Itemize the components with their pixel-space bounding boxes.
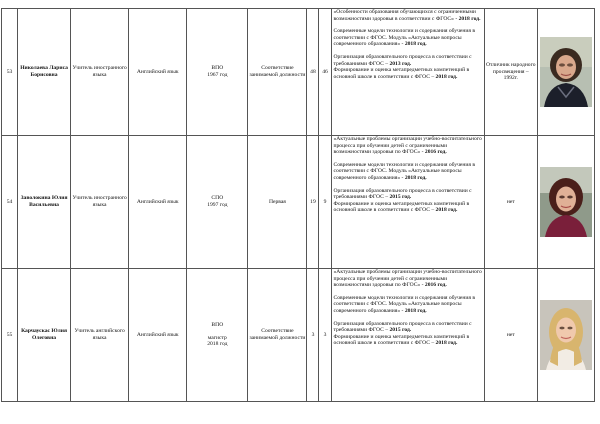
row-number: 53 bbox=[2, 9, 18, 136]
course-entry bbox=[334, 334, 482, 347]
portrait-photo-icon bbox=[540, 167, 592, 237]
table-row bbox=[2, 9, 595, 136]
teaching-experience: 46 bbox=[319, 9, 331, 136]
course-year: 2018 год. bbox=[435, 207, 458, 214]
total-experience: 19 bbox=[307, 136, 319, 269]
total-experience: 3 bbox=[307, 269, 319, 402]
training-courses bbox=[331, 269, 484, 402]
course-entry bbox=[334, 201, 482, 214]
teacher-photo-3 bbox=[540, 300, 592, 370]
education-year: 1967 год bbox=[207, 72, 228, 78]
teacher-photo-cell bbox=[537, 269, 594, 402]
education-level: ВПО bbox=[211, 65, 224, 72]
course-year: 2015 год. bbox=[389, 194, 412, 201]
teacher-name: Заволокина Юлия Васильевна bbox=[18, 136, 71, 269]
education-year: 2018 год bbox=[207, 341, 228, 348]
course-entry bbox=[334, 188, 482, 201]
course-entry bbox=[334, 67, 482, 80]
course-year: 2018 год. bbox=[435, 73, 458, 80]
teacher-category: Соответствие занимаемой должности bbox=[248, 269, 307, 402]
course-year: 2018 год. bbox=[404, 174, 427, 181]
course-text: «Актуальные проблемы организации учебно-воспитательного процесса при обучении детей с ограниченными возможностями здоровья по ФГОС» - bbox=[333, 269, 482, 289]
education-degree: магистр bbox=[207, 334, 227, 341]
row-number: 55 bbox=[2, 269, 18, 402]
education-year: 1997 год bbox=[207, 202, 228, 208]
education-level: СПО bbox=[211, 195, 224, 202]
teacher-subject: Английский язык bbox=[129, 136, 187, 269]
course-text: Формирование и оценка метапредметных компетенций в основной школе в соответствии с ФГОС – bbox=[333, 333, 470, 347]
teacher-subject: Английский язык bbox=[129, 9, 187, 136]
teacher-award: нет bbox=[484, 136, 537, 269]
course-year: 2018 год. bbox=[404, 307, 427, 314]
portrait-photo-icon bbox=[540, 37, 592, 107]
teacher-photo-1 bbox=[540, 37, 592, 107]
teaching-experience: 3 bbox=[319, 269, 331, 402]
course-text: Современные модели технологии и содержания обучения в соответствии с ФГОС. Модуль «Актуальные вопросы современного образования» - bbox=[333, 28, 475, 48]
course-entry bbox=[334, 9, 482, 22]
course-text: Организация образовательного процесса в соответствии с требованиями ФГОС – bbox=[333, 320, 472, 334]
course-year: 2018 год. bbox=[404, 41, 427, 48]
teacher-award: нет bbox=[484, 269, 537, 402]
teacher-position: Учитель английского языка bbox=[71, 269, 129, 402]
course-year: 2016 год. bbox=[424, 282, 447, 289]
course-text: Современные модели технологии и содержания обучения в соответствии с ФГОС. Модуль «Актуальные вопросы современного образования» - bbox=[333, 161, 475, 181]
training-courses bbox=[331, 9, 484, 136]
course-year: 2016 год. bbox=[424, 149, 447, 156]
course-text: «Особенности образования обучающихся с ограниченными возможностями здоровья в соответствии с ФГОС» - bbox=[333, 9, 476, 22]
course-year: 2018 год. bbox=[458, 15, 481, 22]
staff-table bbox=[1, 8, 595, 402]
teacher-photo-cell bbox=[537, 136, 594, 269]
course-year: 2013 год. bbox=[389, 60, 412, 67]
teacher-photo-2 bbox=[540, 167, 592, 237]
teacher-name: Карчаускас Юлия Олеговна bbox=[18, 269, 71, 402]
course-text: Организация образовательного процесса в соответствии с требованиями ФГОС – bbox=[333, 53, 472, 67]
teaching-experience: 9 bbox=[319, 136, 331, 269]
course-entry bbox=[334, 269, 482, 289]
teacher-award: Отличник народного просвещения – 1992г. bbox=[484, 9, 537, 136]
teacher-category: Первая bbox=[248, 136, 307, 269]
teacher-photo-cell bbox=[537, 9, 594, 136]
course-entry bbox=[334, 136, 482, 156]
education-level: ВПО bbox=[211, 322, 224, 329]
course-entry bbox=[334, 321, 482, 334]
row-number: 54 bbox=[2, 136, 18, 269]
teacher-education bbox=[187, 136, 248, 269]
teacher-education bbox=[187, 269, 248, 402]
portrait-photo-icon bbox=[540, 300, 592, 370]
teacher-position: Учитель иностранного языка bbox=[71, 136, 129, 269]
teacher-subject: Английский язык bbox=[129, 269, 187, 402]
course-entry bbox=[334, 162, 482, 182]
table-row bbox=[2, 269, 595, 402]
teacher-position: Учитель иностранного языка bbox=[71, 9, 129, 136]
course-text: Формирование и оценка метапредметных компетенций в основной школе в соответствии с ФГОС – bbox=[333, 200, 470, 214]
course-text: «Актуальные проблемы организации учебно-воспитательного процесса при обучении детей с ограниченными возможностями здоровья по ФГОС» - bbox=[333, 136, 482, 156]
course-text: Организация образовательного процесса в соответствии с требованиями ФГОС – bbox=[333, 187, 472, 201]
teacher-category: Соответствие занимаемой должности bbox=[248, 9, 307, 136]
course-entry bbox=[334, 28, 482, 48]
teacher-name: Николаева Лариса Борисовна bbox=[18, 9, 71, 136]
course-text: Современные модели технологии и содержания обучения в соответствии с ФГОС. Модуль «Актуальные вопросы современного образования» - bbox=[333, 294, 475, 314]
table-row bbox=[2, 136, 595, 269]
course-year: 2015 год. bbox=[389, 327, 412, 334]
course-entry bbox=[334, 54, 482, 67]
course-year: 2018 год. bbox=[435, 340, 458, 347]
course-text: Формирование и оценка метапредметных компетенций в основной школе в соответствии с ФГОС – bbox=[333, 67, 470, 80]
training-courses bbox=[331, 136, 484, 269]
course-entry bbox=[334, 295, 482, 315]
total-experience: 48 bbox=[307, 9, 319, 136]
teacher-education bbox=[187, 9, 248, 136]
